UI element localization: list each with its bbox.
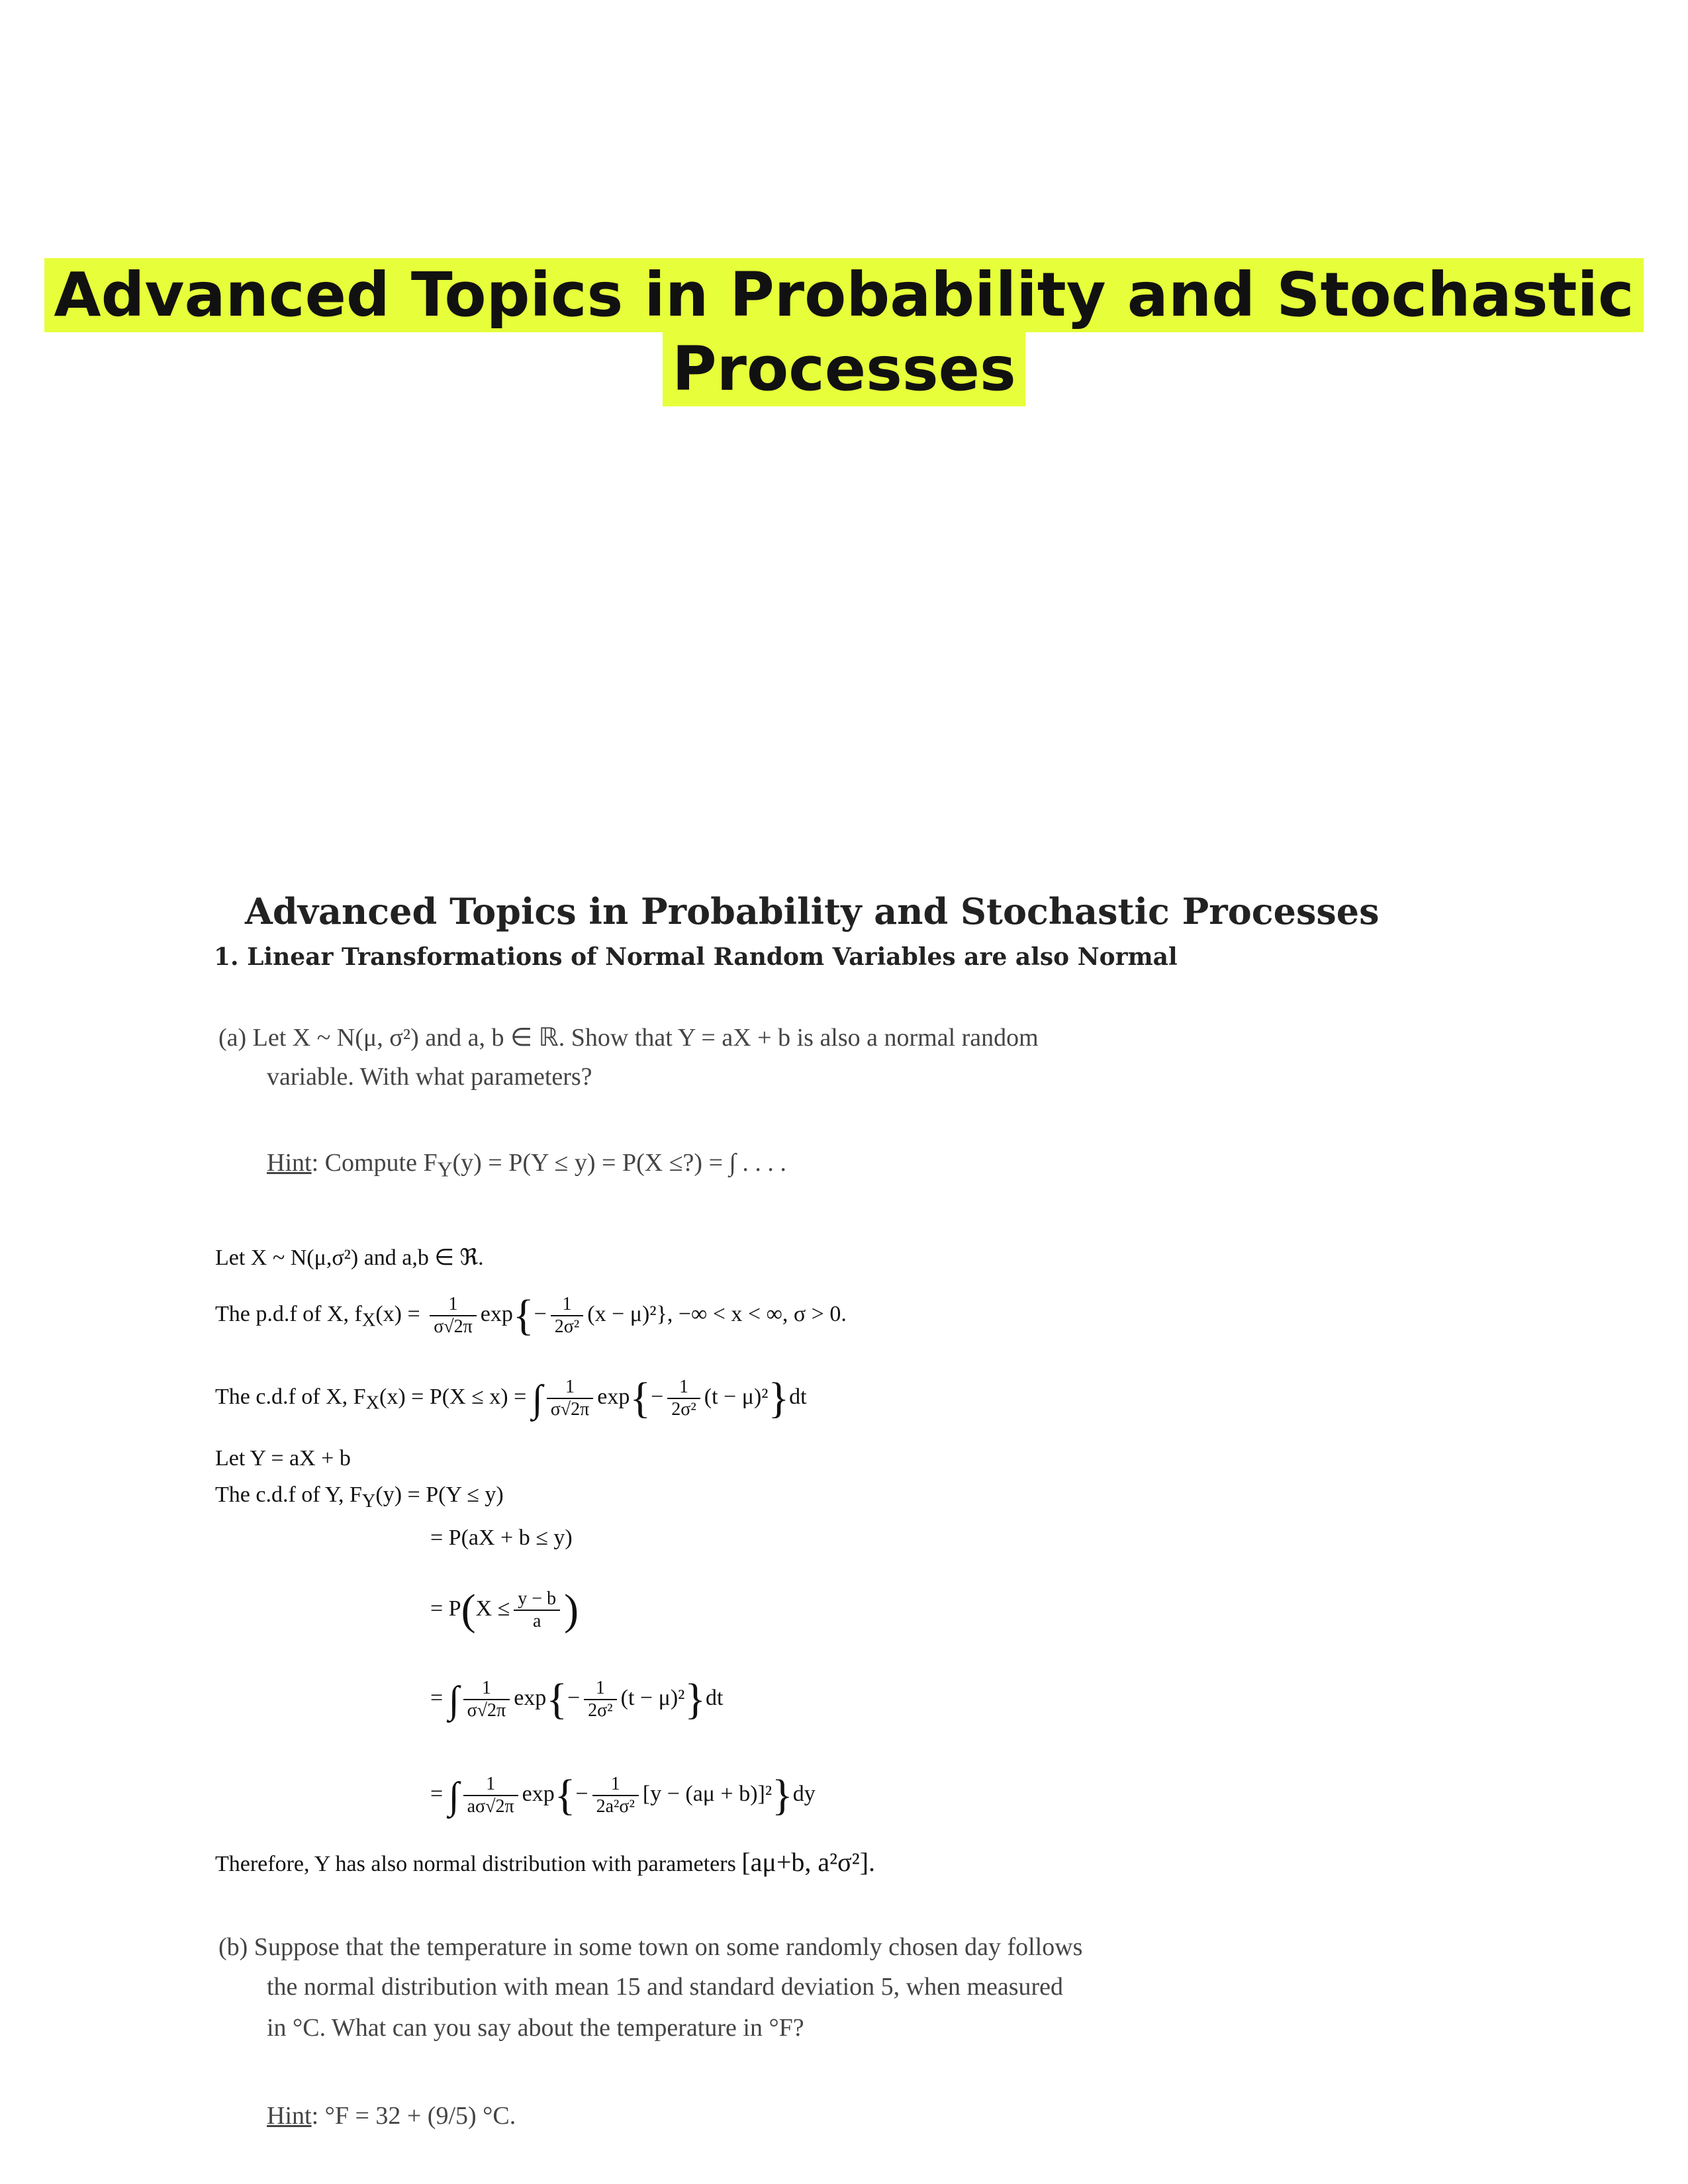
therefore-params: [aμ+b, a²σ²]. — [741, 1847, 876, 1877]
cdf-x-den-2: 2σ² — [671, 1399, 696, 1420]
cdf-y-line — [215, 1482, 504, 1512]
pdf-lead: The p.d.f of X, f — [215, 1301, 362, 1326]
cdf-y-step-3: = ∫ $\frac{1}{\sigma√2\pi}$ exp{− $\frac{1}{\text{2σ²}}$ (t − μ)²}dt — [430, 1675, 724, 1723]
hint-label: Hint — [267, 1149, 312, 1177]
step-2-den: a — [532, 1611, 541, 1631]
step-3-num-1: 1 — [463, 1678, 510, 1700]
pdf-fraction-1 — [430, 1294, 477, 1338]
cdf-x-mid: (x) = P(X ≤ x) = — [379, 1384, 527, 1409]
cdf-x-den-1: σ√2π — [550, 1399, 590, 1420]
step-4-fraction-2 — [592, 1774, 639, 1817]
cdf-x-square: (t − μ)² — [704, 1384, 769, 1409]
part-b-hint-label: Hint — [267, 2102, 312, 2130]
step-3-fraction-1 — [463, 1678, 510, 1721]
step-4-fraction-1 — [463, 1774, 518, 1817]
cdf-x-dt: dt — [789, 1384, 807, 1409]
step-2-x: X ≤ — [475, 1596, 510, 1621]
cdf-x-fraction-1 — [547, 1377, 594, 1420]
step-4-square: [y − (aμ + b)]² — [642, 1781, 773, 1806]
cdf-y-lead: The c.d.f of Y, F — [215, 1482, 362, 1507]
step-4-den-2: 2a²σ² — [596, 1796, 635, 1817]
highlighted-title-line-1: Advanced Topics in Probability and Stochastic — [44, 258, 1643, 332]
step-3-den-1: σ√2π — [467, 1700, 506, 1721]
part-b-hint-text: : °F = 32 + (9/5) °C. — [311, 2102, 516, 2130]
step-4-den-1: aσ√2π — [467, 1796, 514, 1817]
pdf-den-1: σ√2π — [434, 1316, 473, 1337]
cdf-x-integral: ∫ — [532, 1377, 543, 1420]
step-4-exp: exp — [522, 1781, 555, 1806]
step-4-eq: = — [430, 1781, 444, 1806]
part-b-line-3: in °C. What can you say about the temperature in °F? — [267, 2014, 804, 2042]
pdf-subscript: X — [361, 1310, 376, 1331]
step-2-p: = P — [430, 1596, 461, 1621]
pdf-square: (x − μ)² — [587, 1301, 657, 1326]
cdf-y-subscript: Y — [361, 1490, 376, 1512]
cdf-y-step-1: = P(aX + b ≤ y) — [430, 1525, 573, 1550]
step-3-fraction-2 — [584, 1678, 617, 1721]
step-3-integral: ∫ — [448, 1678, 459, 1721]
therefore-text: Therefore, Y has also normal distribution with parameters — [215, 1852, 736, 1876]
step-4-dy: dy — [792, 1781, 816, 1806]
solution-let-x: Let X ~ N(μ,σ²) and a,b ∈ ℜ. — [215, 1246, 484, 1270]
cdf-x-line: The c.d.f of X, $F_X(x) = P(X \le x)$ = ∫ $\frac{1}{\sigma√2\pi}$ exp{− $\frac{1}{\text{2σ²}}$ (t − μ)²}dt — [215, 1374, 807, 1422]
cdf-x-lead: The c.d.f of X, F — [215, 1384, 366, 1409]
step-4-num-1: 1 — [463, 1774, 518, 1796]
hint-text: : Compute F — [311, 1149, 438, 1177]
step-3-eq: = — [430, 1685, 444, 1710]
therefore-line — [215, 1846, 875, 1878]
step-2-num: y − b — [514, 1588, 560, 1611]
part-a-hint — [267, 1148, 786, 1182]
part-b-line-2: the normal distribution with mean 15 and standard deviation 5, when measured — [267, 1973, 1064, 2001]
pdf-range: }, −∞ < x < ∞, σ > 0. — [656, 1301, 847, 1326]
step-2-fraction — [514, 1588, 560, 1632]
pdf-num-2: 1 — [551, 1294, 584, 1316]
cdf-y-step-2: = P(X ≤ $\frac{y - b}{a}$ ) — [430, 1586, 579, 1634]
pdf-line: The p.d.f of X, $f_X(x)$ = $\frac{1}{\sigma√2\pi}$ exp{− $\frac{1}{\text{2σ²}}$ (x − μ)²}, −∞ < x < ∞, σ > 0. — [215, 1291, 847, 1340]
cdf-x-subscript: X — [365, 1392, 380, 1414]
part-b-hint — [267, 2101, 516, 2130]
pdf-exp: exp — [480, 1301, 513, 1326]
let-y-line: Let Y = aX + b — [215, 1446, 351, 1471]
step-4-integral: ∫ — [448, 1774, 459, 1817]
pdf-num-1: 1 — [430, 1294, 477, 1316]
pdf-den-2: 2σ² — [554, 1316, 580, 1337]
step-3-num-2: 1 — [584, 1678, 617, 1700]
hint-rest: (y) = P(Y ≤ y) = P(X ≤?) = ∫ . . . . — [452, 1149, 786, 1177]
step-3-exp: exp — [514, 1685, 547, 1710]
pdf-mid: (x) = — [375, 1301, 420, 1326]
part-a-line-1: (a) Let X ~ N(μ, σ²) and a, b ∈ ℝ. Show that Y = aX + b is also a normal random — [218, 1024, 1039, 1052]
cdf-y-step-4: = ∫ $\frac{1}{a\sigma√2\pi}$ exp{− $\frac{1}{\text{2a²σ²}}$ [y − (aμ + b)]²}dy — [430, 1771, 816, 1819]
section-heading: 1. Linear Transformations of Normal Random Variables are also Normal — [214, 943, 1178, 971]
part-b-line-1: (b) Suppose that the temperature in some town on some randomly chosen day follows — [218, 1933, 1083, 1961]
cdf-x-fraction-2 — [667, 1377, 700, 1420]
step-3-square: (t − μ)² — [620, 1685, 685, 1710]
step-3-dt: dt — [706, 1685, 724, 1710]
cdf-x-num-2: 1 — [667, 1377, 700, 1399]
highlighted-title-line-2: Processes — [663, 332, 1025, 406]
document-title: Advanced Topics in Probability and Stochastic Processes — [245, 890, 1380, 933]
part-a-line-2: variable. With what parameters? — [267, 1063, 592, 1091]
step-3-den-2: 2σ² — [588, 1700, 613, 1721]
cdf-x-num-1: 1 — [547, 1377, 594, 1399]
cdf-y-mid: (y) = P(Y ≤ y) — [375, 1482, 504, 1507]
cdf-x-exp: exp — [597, 1384, 630, 1409]
step-4-num-2: 1 — [592, 1774, 639, 1796]
hint-subscript: Y — [437, 1158, 453, 1181]
pdf-fraction-2 — [551, 1294, 584, 1338]
